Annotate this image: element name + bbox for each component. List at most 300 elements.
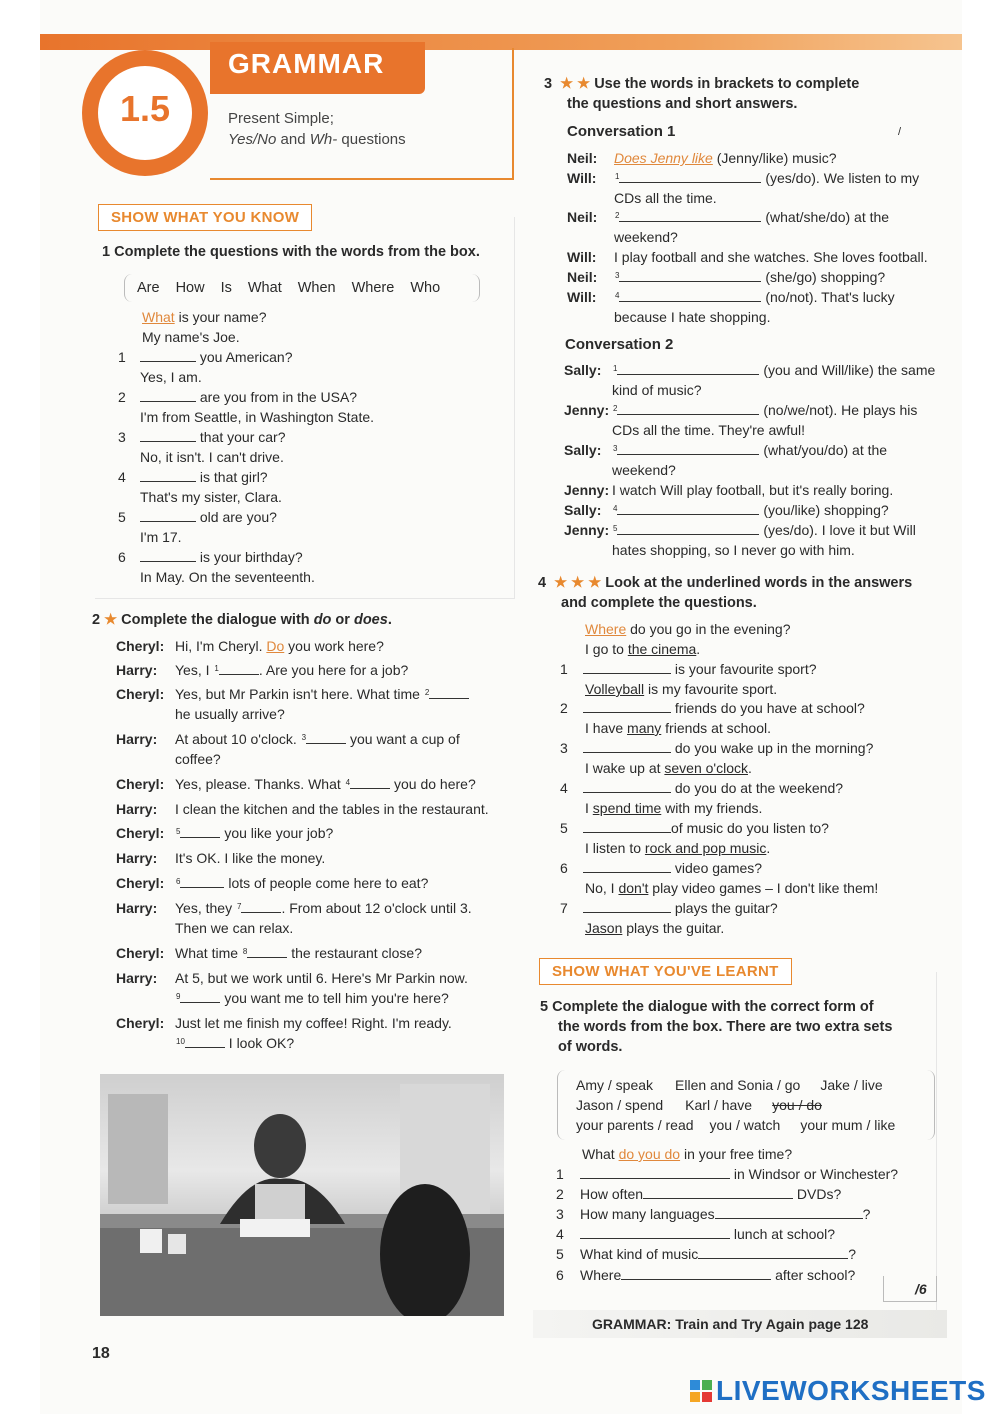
ex3-number: 3 (544, 76, 553, 92)
ex1-word: When (297, 280, 336, 296)
liveworksheets-brand: LIVEWORKSHEETS (716, 1375, 986, 1406)
ex2-gap-number: 6 (176, 877, 181, 886)
liveworksheets-logo (690, 1374, 986, 1408)
c2-speaker: Sally: (564, 442, 602, 458)
c1-line: because I hate shopping. (614, 309, 771, 325)
c1-blank[interactable] (619, 208, 761, 222)
ex1-question (140, 508, 277, 526)
ex5-item-number: 3 (556, 1206, 564, 1222)
ex5-number: 5 (540, 999, 549, 1015)
ex4-question (583, 699, 865, 717)
ex2-line (175, 730, 460, 748)
ex5-item (580, 1266, 855, 1284)
ex2-gap-number: 10 (176, 1037, 185, 1046)
ex4-reply-text: . (696, 641, 701, 657)
ex1-heading (102, 244, 480, 260)
ex1-number: 1 (102, 244, 111, 260)
ex2-gap-number: 7 (236, 902, 242, 911)
liveworksheets-logo-icon (690, 1380, 712, 1402)
ex4-example-reply (585, 640, 700, 658)
c1-speaker: Neil: (567, 269, 598, 285)
ex2-text: What time (175, 945, 242, 961)
subtitle-yesno: Yes/No (228, 131, 277, 148)
ex1-item-number: 2 (118, 389, 126, 405)
ex1-answer: That's my sister, Clara. (140, 489, 282, 505)
c2-speaker: Sally: (564, 502, 602, 518)
ex2-speaker: Cheryl: (116, 686, 165, 702)
ex4-item-number: 6 (560, 860, 568, 876)
ex1-example-text: is your name? (174, 309, 267, 325)
ex4-title-line2: and complete the questions. (561, 595, 757, 611)
ex2-speaker: Cheryl: (116, 945, 165, 961)
ex1-item-number: 1 (118, 349, 126, 365)
page-number: 18 (92, 1345, 110, 1362)
ex5-item (580, 1185, 841, 1203)
ex1-blank-4[interactable] (140, 468, 196, 482)
c1-line (614, 208, 889, 226)
subtitle-line2 (228, 129, 406, 150)
grammar-title: GRAMMAR (228, 48, 385, 79)
c2-line (612, 501, 889, 519)
subtitle-questions: questions (337, 131, 406, 148)
ex2-text: you like your job? (220, 825, 334, 841)
ex5-title-line1: Complete the dialogue with the correct form of (552, 999, 874, 1015)
ex5-item (580, 1205, 870, 1223)
ex1-words (137, 280, 440, 296)
c1-gap-number: 1 (615, 172, 620, 181)
header-underline (210, 178, 514, 180)
ex4-item-number: 7 (560, 900, 568, 916)
ex4-question-text: is your favourite sport? (671, 661, 817, 677)
ex4-question-text: plays the guitar? (671, 900, 778, 916)
ex4-blank-4[interactable] (583, 779, 671, 793)
ex5-item-number: 6 (556, 1267, 564, 1283)
ex1-answer: Yes, I am. (140, 369, 202, 385)
ex4-answer (585, 919, 724, 937)
ex2-speaker: Harry: (116, 850, 158, 866)
c1-gap-number: 4 (615, 291, 620, 300)
ex5-words-row2 (576, 1096, 822, 1114)
ex1-blank-6[interactable] (140, 548, 196, 562)
ex3-heading (544, 76, 859, 92)
ex1-item-number: 4 (118, 469, 126, 485)
c1-line (614, 149, 837, 167)
ex2-gap-number: 3 (301, 733, 307, 742)
conversation2-heading: Conversation 2 (565, 336, 674, 353)
c2-line: hates shopping, so I never go with him. (612, 542, 855, 558)
ex2-speaker: Harry: (116, 662, 158, 678)
ex2-title-does: does (353, 612, 388, 628)
ex4-question (583, 739, 873, 757)
ex5-words-row3 (576, 1116, 895, 1134)
c1-line: CDs all the time. (614, 190, 717, 206)
ex2-blank[interactable] (306, 730, 346, 744)
ex1-blank-1[interactable] (140, 348, 196, 362)
c2-line (612, 521, 916, 539)
c1-text: (no/not). That's lucky (761, 289, 895, 305)
ex5-item-text: after school? (771, 1267, 856, 1283)
ex2-gap-number: 9 (176, 992, 181, 1001)
ex4-blank-5[interactable] (583, 819, 671, 833)
ex5-blank-1[interactable] (580, 1165, 730, 1179)
ex2-line: he usually arrive? (175, 706, 285, 722)
ex4-example-answer: Where (585, 621, 627, 637)
ex2-speaker: Harry: (116, 970, 158, 986)
c1-line: I play football and she watches. She loves football. (614, 249, 928, 265)
ex1-word: How (175, 280, 205, 296)
c2-blank[interactable] (617, 361, 759, 375)
ex4-answer-text: plays the guitar. (622, 920, 725, 936)
ex2-example-answer: Do (266, 638, 285, 654)
ex2-number: 2 (92, 612, 101, 628)
ex4-blank-7[interactable] (583, 899, 671, 913)
ex5-blank-6[interactable] (621, 1266, 771, 1280)
ex4-question-text: video games? (671, 860, 763, 876)
ex5-title-line2: the words from the box. There are two extra sets (558, 1019, 893, 1035)
header-rule (512, 48, 514, 180)
ex4-blank-3[interactable] (583, 739, 671, 753)
ex4-underlined: don't (618, 880, 649, 896)
ex2-text: Yes, please. Thanks. What (175, 776, 345, 792)
ex4-question (583, 859, 762, 877)
ex1-question-text: you American? (196, 349, 293, 365)
ex1-question (140, 468, 268, 486)
ex4-answer-text: play video games – I don't like them! (648, 880, 879, 896)
ex2-blank[interactable] (219, 661, 259, 675)
ex2-text: you want me to tell him you're here? (220, 990, 449, 1006)
c1-line (614, 169, 919, 187)
c1-blank[interactable] (619, 288, 761, 302)
ex5-heading (540, 999, 874, 1015)
c2-text: (what/you/do) at the (759, 442, 888, 458)
c2-blank[interactable] (617, 521, 759, 535)
ex4-answer-text: I have (585, 720, 628, 736)
c1-speaker: Will: (567, 249, 597, 265)
c2-blank[interactable] (617, 441, 759, 455)
ex2-line: Then we can relax. (175, 920, 294, 936)
ex2-line (175, 989, 449, 1007)
c2-line (612, 441, 887, 459)
c2-line: CDs all the time. They're awful! (612, 422, 806, 438)
ex2-gap-number: 5 (176, 827, 181, 836)
worksheet-page (40, 0, 962, 1414)
ex4-item-number: 5 (560, 820, 568, 836)
ex5-word-set-crossed: you / do (772, 1097, 822, 1113)
c2-gap-number: 2 (613, 404, 618, 413)
ex4-blank-1[interactable] (583, 660, 671, 674)
ex2-line (175, 899, 472, 917)
ex2-blank[interactable] (180, 989, 220, 1003)
ex5-blank-2[interactable] (643, 1185, 793, 1199)
c1-line (614, 288, 895, 306)
ex2-line (175, 685, 469, 703)
ex5-example-text: What (582, 1146, 619, 1162)
ex5-item-text: ? (848, 1246, 857, 1262)
ex1-word: Where (351, 280, 395, 296)
ex4-answer-text: . (766, 840, 771, 856)
ex2-line (175, 661, 408, 679)
ex2-speaker: Cheryl: (116, 825, 165, 841)
ex1-example-question (142, 308, 267, 326)
ex4-underlined: spend time (592, 800, 662, 816)
ex1-item-number: 5 (118, 509, 126, 525)
ex1-answer: I'm from Seattle, in Washington State. (140, 409, 375, 425)
ex2-line: coffee? (175, 751, 221, 767)
ex4-item-number: 3 (560, 740, 568, 756)
subtitle-line1: Present Simple; (228, 110, 334, 127)
ex4-title-line1: Look at the underlined words in the answers (605, 575, 913, 591)
ex2-speaker: Harry: (116, 731, 158, 747)
c1-text: (yes/do). We listen to my (761, 170, 920, 186)
ex2-gap-number: 1 (214, 664, 219, 673)
score-box (883, 1276, 937, 1302)
ex4-example-text: do you go in the evening? (626, 621, 791, 637)
ex2-gap-number: 2 (424, 688, 430, 697)
ex1-word: What (247, 280, 282, 296)
ex2-text: Yes, I (175, 662, 214, 678)
ex4-answer-text: with my friends. (661, 800, 763, 816)
ex2-blank[interactable] (180, 874, 224, 888)
ex4-answer-text: is my favourite sport. (644, 681, 778, 697)
ex5-word-set: Jason / spend (576, 1097, 664, 1113)
ex1-example-answer: What (142, 309, 175, 325)
ex5-title-line3: of words. (558, 1039, 623, 1055)
ex4-question-text: of music do you listen to? (671, 820, 829, 836)
ex5-item-text: ? (862, 1206, 871, 1222)
ex5-words-row1 (576, 1076, 883, 1094)
ex5-item-text: in Windsor or Winchester? (730, 1166, 899, 1182)
ex5-item-number: 2 (556, 1186, 564, 1202)
ex1-question-text: are you from in the USA? (196, 389, 358, 405)
ex2-text: . From about 12 o'clock until 3. (281, 900, 472, 916)
ex4-underlined: Jason (585, 920, 623, 936)
c2-speaker: Jenny: (564, 402, 610, 418)
ex4-example-question (585, 620, 790, 638)
c1-text: (Jenny/like) music? (712, 150, 837, 166)
ex2-gap-number: 8 (242, 947, 248, 956)
ex2-speaker: Cheryl: (116, 638, 165, 654)
c2-gap-number: 1 (613, 364, 618, 373)
c2-speaker: Jenny: (564, 522, 610, 538)
ex4-answer-text: I (585, 800, 593, 816)
ex5-word-set: your mum / like (800, 1117, 896, 1133)
score-label: /6 (915, 1281, 927, 1297)
ex4-item-number: 2 (560, 700, 568, 716)
c2-line (612, 361, 935, 379)
ex2-line (175, 637, 384, 655)
ex1-item-number: 6 (118, 549, 126, 565)
ex5-item-text: How often (580, 1186, 644, 1202)
c1-gap-number: 2 (615, 211, 620, 220)
ex5-item-number: 5 (556, 1246, 564, 1262)
ex2-gap-number: 4 (345, 778, 351, 787)
ex2-text: you work here? (284, 638, 384, 654)
ex5-item (580, 1165, 898, 1183)
ex2-line: Just let me finish my coffee! Right. I'm ready. (175, 1015, 452, 1031)
ex2-blank[interactable] (185, 1034, 225, 1048)
ex5-item-number: 1 (556, 1166, 564, 1182)
ex5-item-text: DVDs? (793, 1186, 842, 1202)
c2-text: (yes/do). I love it but Will (759, 522, 916, 538)
ex4-answer-text: friends at school. (661, 720, 771, 736)
c2-text: (no/we/not). He plays his (759, 402, 918, 418)
ex2-speaker: Harry: (116, 801, 158, 817)
c2-gap-number: 3 (613, 444, 618, 453)
ex4-question-text: friends do you have at school? (671, 700, 865, 716)
ex5-word-set: Ellen and Sonia / go (675, 1077, 801, 1093)
ex2-title-end: . (387, 612, 392, 628)
ex2-title-do: do (313, 612, 332, 628)
ex4-question-text: do you wake up in the morning? (671, 740, 874, 756)
c1-line (614, 268, 885, 286)
c1-speaker: Neil: (567, 209, 598, 225)
ex5-word-set: Jake / live (820, 1077, 883, 1093)
ex2-text: you do here? (390, 776, 476, 792)
ex5-item (580, 1225, 835, 1243)
ex2-text: Yes, but Mr Parkin isn't here. What time (175, 686, 424, 702)
ex2-line: I clean the kitchen and the tables in the restaurant. (175, 801, 489, 817)
ex2-text: lots of people come here to eat? (224, 875, 429, 891)
ex1-question-text: is that girl? (196, 469, 268, 485)
ex2-blank[interactable] (247, 944, 287, 958)
ex4-heading (538, 575, 912, 591)
ex4-number: 4 (538, 575, 547, 591)
ex3-title-line1: Use the words in brackets to complete (594, 76, 860, 92)
ex5-word-set: Amy / speak (576, 1077, 654, 1093)
subtitle-and: and (276, 131, 310, 148)
ex1-question-text: is your birthday? (196, 549, 303, 565)
ex3-title-line2: the questions and short answers. (567, 96, 798, 112)
ex2-text: . Are you here for a job? (258, 662, 409, 678)
star-icon: ★ (104, 612, 118, 628)
ex2-heading (92, 612, 392, 628)
ex1-word: Are (137, 280, 160, 296)
cafe-photo-illustration (100, 1074, 504, 1316)
ex4-underlined: seven o'clock (664, 760, 748, 776)
ex5-item-text: Where (580, 1267, 622, 1283)
ex1-answer: In May. On the seventeenth. (140, 569, 315, 585)
c1-line: weekend? (614, 229, 678, 245)
ex1-title: Complete the questions with the words from the box. (114, 244, 480, 260)
ex4-answer (585, 879, 878, 897)
ex1-blank-3[interactable] (140, 428, 196, 442)
ex4-underlined: rock and pop music (644, 840, 767, 856)
ex5-example-answer: do you do (618, 1146, 681, 1162)
c2-text: (you and Will/like) the same (759, 362, 936, 378)
train-try-link[interactable]: GRAMMAR: Train and Try Again page 128 (592, 1316, 869, 1332)
c2-gap-number: 5 (613, 524, 618, 533)
c1-example-answer: Does Jenny like (614, 150, 713, 166)
ex1-question (140, 388, 357, 406)
ex4-question (583, 779, 843, 797)
ex2-text: the restaurant close? (287, 945, 422, 961)
ex2-speaker: Cheryl: (116, 875, 165, 891)
c1-speaker: Neil: (567, 150, 598, 166)
ex5-item-text: How many languages (580, 1206, 715, 1222)
star-icon: ★ ★ ★ (554, 575, 602, 591)
ex4-blank-2[interactable] (583, 699, 671, 713)
ex2-blank[interactable] (241, 899, 281, 913)
conversation1-heading: Conversation 1 (567, 123, 676, 140)
ex1-word: Is (220, 280, 232, 296)
ex2-title-a: Complete the dialogue with (121, 612, 314, 628)
ex2-text: Yes, they (175, 900, 236, 916)
ex4-answer-text: I listen to (585, 840, 645, 856)
ex1-blank-2[interactable] (140, 388, 196, 402)
c2-blank[interactable] (617, 401, 759, 415)
c1-text: (she/go) shopping? (761, 269, 886, 285)
ex2-line (175, 874, 428, 892)
header-subtitle (228, 108, 406, 150)
ex2-text: At about 10 o'clock. (175, 731, 301, 747)
ex1-question-text: old are you? (196, 509, 277, 525)
c1-text: (what/she/do) at the (761, 209, 890, 225)
ex5-example-text: in your free time? (680, 1146, 793, 1162)
ex5-blank-5[interactable] (698, 1245, 848, 1259)
ex5-example (582, 1145, 792, 1163)
ex1-question (140, 548, 303, 566)
ex4-underlined: Volleyball (585, 681, 645, 697)
c2-blank[interactable] (617, 501, 759, 515)
ex2-line (175, 1034, 294, 1052)
ex1-question (140, 348, 293, 366)
ex2-blank[interactable] (180, 824, 220, 838)
ex1-example-reply: My name's Joe. (142, 329, 240, 345)
ex2-line: It's OK. I like the money. (175, 850, 326, 866)
ex5-word-set: Karl / have (685, 1097, 753, 1113)
ex5-blank-4[interactable] (580, 1225, 730, 1239)
ex4-answer-text: No, I (585, 880, 619, 896)
ex2-speaker: Harry: (116, 900, 158, 916)
ex2-speaker: Cheryl: (116, 1015, 165, 1031)
c2-speaker: Jenny: (564, 482, 610, 498)
ex2-text: I look OK? (224, 1035, 295, 1051)
show-what-you-know-badge: SHOW WHAT YOU KNOW (98, 204, 312, 231)
ex4-underlined: the cinema (627, 641, 697, 657)
ex5-item-text: lunch at school? (730, 1226, 836, 1242)
ex2-blank[interactable] (350, 775, 390, 789)
c2-speaker: Sally: (564, 362, 602, 378)
ex4-question (583, 660, 817, 678)
ex1-answer: I'm 17. (140, 529, 182, 545)
ex2-text: you want a cup of (346, 731, 460, 747)
c1-blank[interactable] (619, 169, 761, 183)
ex1-question (140, 428, 286, 446)
ex2-blank[interactable] (429, 685, 469, 699)
ex4-answer (585, 719, 771, 737)
ex4-item-number: 1 (560, 661, 568, 677)
ex4-question-text: do you do at the weekend? (671, 780, 844, 796)
ex5-word-set: you / watch (709, 1117, 781, 1133)
ex1-question-text: that your car? (196, 429, 286, 445)
ex5-item-number: 4 (556, 1226, 564, 1242)
ex4-blank-6[interactable] (583, 859, 671, 873)
ex2-line: At 5, but we work until 6. Here's Mr Parkin now. (175, 970, 468, 986)
c2-gap-number: 4 (613, 504, 618, 513)
ex2-line (175, 775, 476, 793)
c2-line: kind of music? (612, 382, 702, 398)
c2-line: I watch Will play football, but it's really boring. (612, 482, 894, 498)
ex5-blank-3[interactable] (715, 1205, 863, 1219)
ex4-question (583, 899, 778, 917)
ex1-blank-5[interactable] (140, 508, 196, 522)
ex4-answer (585, 839, 770, 857)
ex4-item-number: 4 (560, 780, 568, 796)
c1-speaker: Will: (567, 289, 597, 305)
ex4-underlined: many (627, 720, 662, 736)
c1-blank[interactable] (619, 268, 761, 282)
ex1-item-number: 3 (118, 429, 126, 445)
